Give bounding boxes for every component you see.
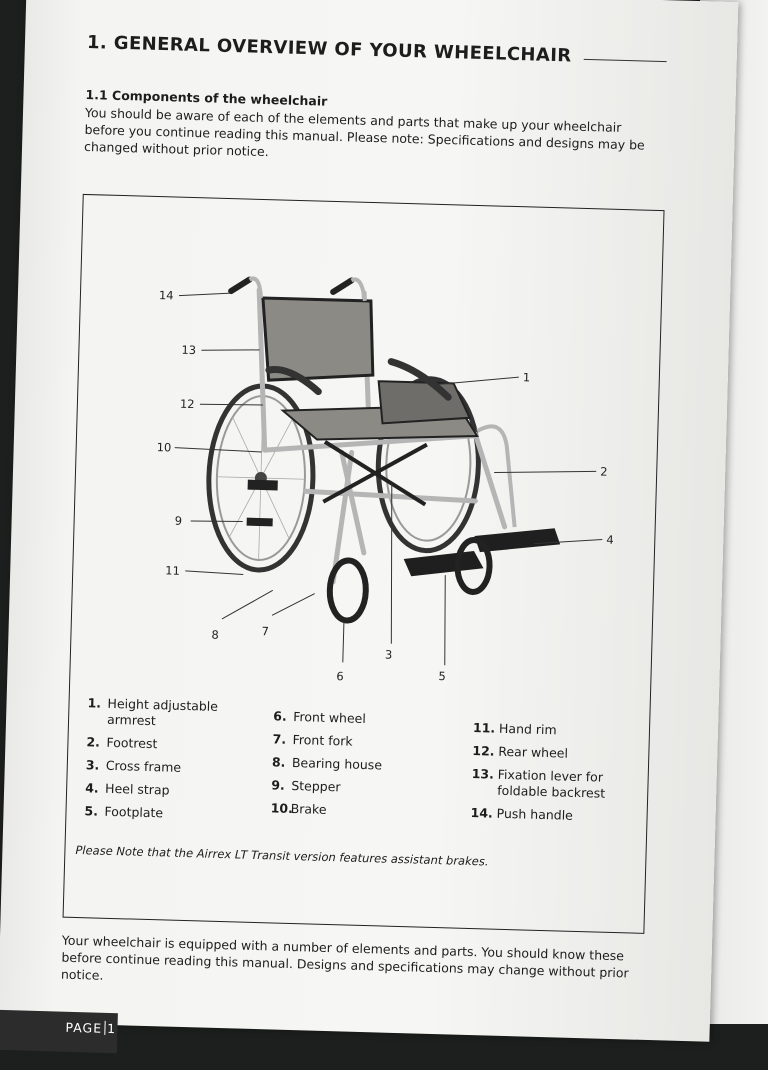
legend-item: 6. Front wheel	[273, 708, 367, 727]
wheelchair-diagram	[70, 195, 664, 711]
callout-5: 5	[438, 669, 446, 684]
legend-item: 11. Hand rim	[472, 720, 557, 738]
callout-10: 10	[156, 440, 172, 455]
callout-1: 1	[522, 370, 531, 385]
section-title: 1.1 Components of the wheelchair	[85, 86, 328, 109]
legend-item: 10. Brake	[270, 800, 327, 817]
callout-6: 6	[336, 669, 344, 684]
legend-column-1	[84, 695, 238, 830]
footplate-shape	[403, 549, 484, 578]
callout-12: 12	[179, 396, 195, 412]
legend-item: 7. Front fork	[272, 731, 353, 749]
page-label: PAGE 1	[65, 1019, 117, 1037]
callout-9: 9	[174, 513, 183, 528]
legend-item: 4. Heel strap	[84, 780, 170, 798]
page-number-tab	[0, 1010, 118, 1053]
legend-item: 9. Stepper	[271, 777, 341, 795]
heading-rule	[584, 59, 667, 62]
footer-paragraph: Your wheelchair is equipped with a number of elements and parts. You should know these before continue reading this manual. Designs and specifications may change without prior notice.	[60, 932, 629, 983]
legend-column-3	[470, 720, 633, 832]
callout-7: 7	[261, 624, 270, 639]
page-content	[60, 31, 667, 1037]
transit-note: Please Note that the Airrex LT Transit version features assistant brakes.	[75, 842, 489, 869]
chapter-heading	[87, 32, 667, 69]
legend-item: 12. Rear wheel	[472, 743, 569, 761]
legend-item: 5. Footplate	[84, 803, 164, 821]
section-intro: You should be aware of each of the elements and parts that make up your wheelchair before you continue reading this manual. Please note: Specifications and designs may be changed without prior notice.	[83, 104, 645, 160]
legend-item: 3. Cross frame	[85, 757, 182, 775]
callout-4: 4	[606, 532, 614, 547]
legend-item: 13. Fixation lever for foldable backrest	[471, 766, 606, 801]
page-number: 1	[106, 1020, 117, 1037]
callout-8: 8	[211, 627, 220, 642]
callout-14: 14	[158, 288, 174, 303]
callout-3: 3	[384, 647, 393, 662]
components-figure	[63, 194, 665, 934]
callout-2: 2	[600, 464, 608, 479]
callout-11: 11	[165, 563, 181, 578]
legend-item: 8. Bearing house	[271, 754, 383, 773]
legend-item: 14. Push handle	[470, 804, 574, 823]
legend-item: 2. Footrest	[86, 734, 158, 752]
legend-item: 1. Height adjustable armrest	[87, 695, 219, 729]
wheelchair-illustration	[205, 275, 567, 626]
legend-column-2	[270, 708, 423, 827]
front-wheel-shape	[329, 560, 367, 621]
chapter-title: 1. GENERAL OVERVIEW OF YOUR WHEELCHAIR	[86, 31, 572, 67]
callout-13: 13	[181, 342, 197, 358]
components-legend	[78, 695, 642, 861]
